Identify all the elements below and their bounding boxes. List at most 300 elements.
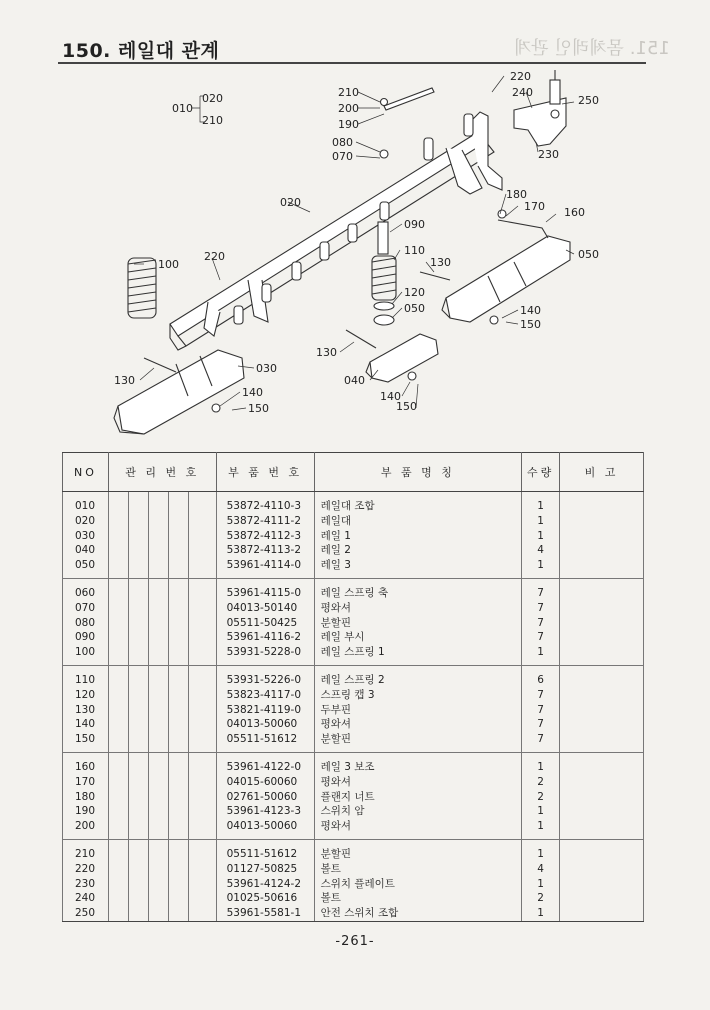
table-row [63,862,644,877]
cell-part-no: 02761-50060 [216,790,314,805]
cell-mgmt [148,514,168,529]
cell-part-name: 레일대 [314,514,522,529]
table-row [63,906,644,921]
cell-mgmt [108,804,128,819]
left-spring [128,258,156,318]
cell-remarks [560,775,644,790]
cell-no: 220 [63,862,109,877]
header-no: NO [63,453,109,492]
cell-part-no: 53872-4112-3 [216,529,314,544]
cell-part-name: 레일 스프링 1 [314,645,522,665]
cell-mgmt [168,514,188,529]
cell-remarks [560,891,644,906]
rail-frame-beam [170,132,486,336]
callout-170: 170 [524,200,545,213]
cell-no: 040 [63,543,109,558]
cell-mgmt [188,630,216,645]
cell-qty: 1 [522,645,560,665]
cell-remarks [560,601,644,616]
cell-mgmt [108,775,128,790]
rail-frame-side [178,142,494,346]
cell-qty: 1 [522,529,560,544]
callout-180: 180 [506,188,527,201]
cell-mgmt [148,492,168,514]
cell-mgmt [168,775,188,790]
cell-mgmt [128,630,148,645]
cell-remarks [560,543,644,558]
cell-mgmt [148,630,168,645]
cell-qty: 7 [522,616,560,631]
cell-part-no: 01025-50616 [216,891,314,906]
cell-mgmt [188,732,216,752]
cell-part-name: 스위치 플레이트 [314,877,522,892]
table-row [63,529,644,544]
callout-050: 050 [404,302,425,315]
cell-mgmt [148,616,168,631]
cell-qty: 7 [522,717,560,732]
cell-mgmt [148,891,168,906]
cell-mgmt [108,839,128,861]
cell-mgmt [188,906,216,921]
cell-remarks [560,665,644,687]
cell-mgmt [108,703,128,718]
cell-mgmt [168,717,188,732]
cell-no: 140 [63,717,109,732]
cell-mgmt [148,543,168,558]
cell-mgmt [148,862,168,877]
cell-mgmt [188,601,216,616]
cell-mgmt [188,717,216,732]
cell-part-name: 레일 3 보조 [314,752,522,774]
table-row [63,717,644,732]
cell-part-name: 분할핀 [314,732,522,752]
cell-mgmt [188,703,216,718]
cell-mgmt [128,645,148,665]
callout-110: 110 [404,244,425,257]
cell-mgmt [108,891,128,906]
cell-mgmt [128,492,148,514]
table-row [63,558,644,578]
cell-mgmt [148,906,168,921]
callout-240: 240 [512,86,533,99]
cell-mgmt [168,529,188,544]
cell-mgmt [188,775,216,790]
cell-mgmt [168,578,188,600]
cell-no: 160 [63,752,109,774]
cell-no: 180 [63,790,109,805]
cell-mgmt [168,790,188,805]
callout-140b: 140 [380,390,401,403]
cell-mgmt [128,819,148,839]
callout-040: 040 [344,374,365,387]
cell-part-no: 53961-5581-1 [216,906,314,921]
cell-no: 100 [63,645,109,665]
cell-no: 120 [63,688,109,703]
cell-qty: 7 [522,630,560,645]
callout-140c: 140 [242,386,263,399]
page-number: -261- [335,934,375,949]
cell-mgmt [188,543,216,558]
cell-mgmt [168,543,188,558]
cell-qty: 7 [522,732,560,752]
callout-130a: 130 [430,256,451,269]
cell-mgmt [168,665,188,687]
cell-mgmt [188,616,216,631]
cell-mgmt [168,877,188,892]
cell-part-name: 평와셔 [314,775,522,790]
cell-mgmt [148,775,168,790]
cell-mgmt [108,688,128,703]
center-spring-assembly [372,222,396,325]
callout-150b: 150 [396,400,417,413]
cell-mgmt [148,665,168,687]
cell-part-name: 평와셔 [314,819,522,839]
cell-mgmt [128,688,148,703]
cell-mgmt [108,601,128,616]
cell-part-name: 레일대 조합 [314,492,522,514]
cell-mgmt [128,862,148,877]
cell-mgmt [108,862,128,877]
cell-part-name: 레일 1 [314,529,522,544]
cell-mgmt [108,529,128,544]
cell-mgmt [128,703,148,718]
cell-mgmt [188,839,216,861]
cell-qty: 1 [522,514,560,529]
cell-qty: 1 [522,558,560,578]
cell-part-name: 두부핀 [314,703,522,718]
cell-mgmt [168,616,188,631]
cell-remarks [560,839,644,861]
cell-mgmt [128,732,148,752]
cell-mgmt [108,790,128,805]
cell-mgmt [148,688,168,703]
header-remarks: 비 고 [560,453,644,492]
cell-no: 150 [63,732,109,752]
cell-part-no: 53872-4110-3 [216,492,314,514]
callout-220: 220 [510,70,531,83]
cell-no: 080 [63,616,109,631]
callout-140a: 140 [520,304,541,317]
cell-remarks [560,790,644,805]
cell-part-no: 53961-4116-2 [216,630,314,645]
callout-050a: 050 [578,248,599,261]
cell-mgmt [128,752,148,774]
cell-remarks [560,877,644,892]
cell-part-name: 평와셔 [314,601,522,616]
cell-part-name: 스프링 캡 3 [314,688,522,703]
cell-mgmt [188,578,216,600]
diagram-svg [58,66,648,448]
callout-210: 210 [338,86,359,99]
callout-150a: 150 [520,318,541,331]
cell-part-no: 05511-50425 [216,616,314,631]
header-qty: 수량 [522,453,560,492]
cell-mgmt [148,601,168,616]
cell-mgmt [168,645,188,665]
switch-arm [384,88,434,110]
callout-200: 200 [338,102,359,115]
cell-mgmt [168,688,188,703]
table-row [63,578,644,600]
callout-020a: 020 [202,92,223,105]
cell-mgmt [148,804,168,819]
cell-mgmt [188,891,216,906]
cell-mgmt [148,819,168,839]
cell-no: 250 [63,906,109,921]
table-row [63,492,644,514]
cell-part-name: 분할핀 [314,839,522,861]
cell-mgmt [108,665,128,687]
table-row [63,891,644,906]
title-rule [58,62,646,64]
cell-mgmt [188,819,216,839]
cell-part-no: 53961-4114-0 [216,558,314,578]
parts-table [62,452,644,922]
table-row [63,804,644,819]
cell-mgmt [128,558,148,578]
cell-mgmt [108,732,128,752]
table-row [63,543,644,558]
callout-130c: 130 [114,374,135,387]
cell-part-no: 05511-51612 [216,839,314,861]
cell-no: 110 [63,665,109,687]
cell-mgmt [168,891,188,906]
cell-part-name: 레일 스프링 2 [314,665,522,687]
callout-010: 010 [172,102,193,115]
cell-remarks [560,630,644,645]
table-row [63,819,644,839]
cell-no: 190 [63,804,109,819]
cell-mgmt [168,732,188,752]
cell-mgmt [148,877,168,892]
cell-no: 070 [63,601,109,616]
cell-mgmt [188,804,216,819]
callout-160: 160 [564,206,585,219]
cell-mgmt [188,558,216,578]
cell-remarks [560,862,644,877]
table-row [63,752,644,774]
cell-remarks [560,578,644,600]
cell-mgmt [128,877,148,892]
cell-mgmt [128,775,148,790]
cell-remarks [560,616,644,631]
cell-mgmt [128,906,148,921]
cell-part-no: 53823-4117-0 [216,688,314,703]
cell-part-no: 53931-5228-0 [216,645,314,665]
table-row [63,688,644,703]
cell-qty: 1 [522,839,560,861]
pin-130-right [420,272,450,280]
table-row [63,514,644,529]
cell-mgmt [148,732,168,752]
cell-mgmt [188,877,216,892]
cell-no: 020 [63,514,109,529]
cell-qty: 4 [522,862,560,877]
cell-mgmt [108,645,128,665]
callout-070: 070 [332,150,353,163]
cell-remarks [560,529,644,544]
cell-mgmt [128,891,148,906]
cell-mgmt [108,877,128,892]
cell-mgmt [168,839,188,861]
cell-mgmt [108,558,128,578]
callout-230: 230 [538,148,559,161]
cell-mgmt [168,703,188,718]
cell-mgmt [108,752,128,774]
table-row [63,790,644,805]
cell-qty: 1 [522,804,560,819]
cell-mgmt [168,558,188,578]
header-part-name: 부 품 명 칭 [314,453,522,492]
cell-mgmt [128,529,148,544]
cell-part-no: 05511-51612 [216,732,314,752]
cell-remarks [560,645,644,665]
cell-part-no: 04015-60060 [216,775,314,790]
cell-mgmt [168,492,188,514]
cell-mgmt [188,862,216,877]
cell-part-name: 플랜지 너트 [314,790,522,805]
cell-mgmt [168,819,188,839]
cell-qty: 1 [522,752,560,774]
cell-part-name: 레일 2 [314,543,522,558]
cell-part-name: 볼트 [314,891,522,906]
cell-mgmt [148,578,168,600]
callout-020: 020 [280,196,301,209]
cell-mgmt [168,630,188,645]
cell-mgmt [148,703,168,718]
cell-qty: 1 [522,877,560,892]
cell-mgmt [188,514,216,529]
cell-part-no: 53872-4111-2 [216,514,314,529]
cell-part-name: 레일 3 [314,558,522,578]
cell-part-name: 스위치 암 [314,804,522,819]
table-row [63,645,644,665]
rail-3-sled [446,236,570,322]
cell-part-name: 평와셔 [314,717,522,732]
header-part-no: 부 품 번 호 [216,453,314,492]
cell-mgmt [188,645,216,665]
cell-mgmt [108,578,128,600]
cell-part-no: 53961-4122-0 [216,752,314,774]
cell-no: 010 [63,492,109,514]
cell-no: 210 [63,839,109,861]
cell-part-no: 53931-5226-0 [216,665,314,687]
table-row [63,703,644,718]
cell-mgmt [108,514,128,529]
cell-remarks [560,703,644,718]
callout-250: 250 [578,94,599,107]
cell-part-no: 04013-50060 [216,717,314,732]
cell-no: 030 [63,529,109,544]
cell-qty: 7 [522,601,560,616]
cell-mgmt [128,601,148,616]
cell-part-no: 53961-4115-0 [216,578,314,600]
switch-plate [514,98,566,146]
cell-no: 130 [63,703,109,718]
bleed-through-title: 151. 몸체레인 관계 [514,38,670,59]
cell-mgmt [148,558,168,578]
table-header-row [63,453,644,492]
cell-mgmt [128,616,148,631]
cell-mgmt [168,804,188,819]
cell-mgmt [168,752,188,774]
page-title: 150. 레일대 관계 [62,40,220,62]
table-row [63,616,644,631]
cell-remarks [560,514,644,529]
exploded-parts-diagram [58,66,648,448]
cell-mgmt [108,492,128,514]
cell-part-no: 53872-4113-2 [216,543,314,558]
cell-mgmt [148,717,168,732]
table-row [63,665,644,687]
table-row [63,630,644,645]
cell-mgmt [188,492,216,514]
cell-qty: 1 [522,906,560,921]
cell-no: 050 [63,558,109,578]
cell-mgmt [188,529,216,544]
cell-remarks [560,906,644,921]
cell-part-no: 04013-50140 [216,601,314,616]
callout-100: 100 [158,258,179,271]
cell-mgmt [188,790,216,805]
cell-qty: 7 [522,578,560,600]
callout-090: 090 [404,218,425,231]
cell-mgmt [108,717,128,732]
rail-2-sled [370,334,438,382]
rail-3-support [498,220,548,238]
cell-qty: 6 [522,665,560,687]
cell-remarks [560,688,644,703]
callout-150c: 150 [248,402,269,415]
cell-part-no: 53961-4124-2 [216,877,314,892]
cell-part-no: 04013-50060 [216,819,314,839]
cell-mgmt [168,601,188,616]
cell-mgmt [128,790,148,805]
cell-qty: 4 [522,543,560,558]
cell-qty: 1 [522,492,560,514]
callout-130b: 130 [316,346,337,359]
callout-030: 030 [256,362,277,375]
cell-mgmt [128,543,148,558]
cell-mgmt [168,906,188,921]
header-mgmt-no: 관 리 번 호 [108,453,216,492]
cell-part-name: 분할핀 [314,616,522,631]
pin-130-left [144,358,176,372]
cell-mgmt [188,665,216,687]
parts-table-body [63,492,644,922]
cell-mgmt [108,819,128,839]
cell-mgmt [128,804,148,819]
cell-mgmt [148,529,168,544]
cell-part-no: 53821-4119-0 [216,703,314,718]
cell-mgmt [128,717,148,732]
cell-mgmt [188,752,216,774]
cell-remarks [560,819,644,839]
cell-remarks [560,558,644,578]
callout-210a: 210 [202,114,223,127]
callout-220b: 220 [204,250,225,263]
cell-qty: 7 [522,688,560,703]
cell-mgmt [168,862,188,877]
cell-part-name: 안전 스위치 조합 [314,906,522,921]
cell-mgmt [128,665,148,687]
cell-qty: 2 [522,775,560,790]
cell-mgmt [128,839,148,861]
cell-mgmt [148,790,168,805]
table-row [63,732,644,752]
cell-mgmt [128,514,148,529]
cell-qty: 2 [522,891,560,906]
